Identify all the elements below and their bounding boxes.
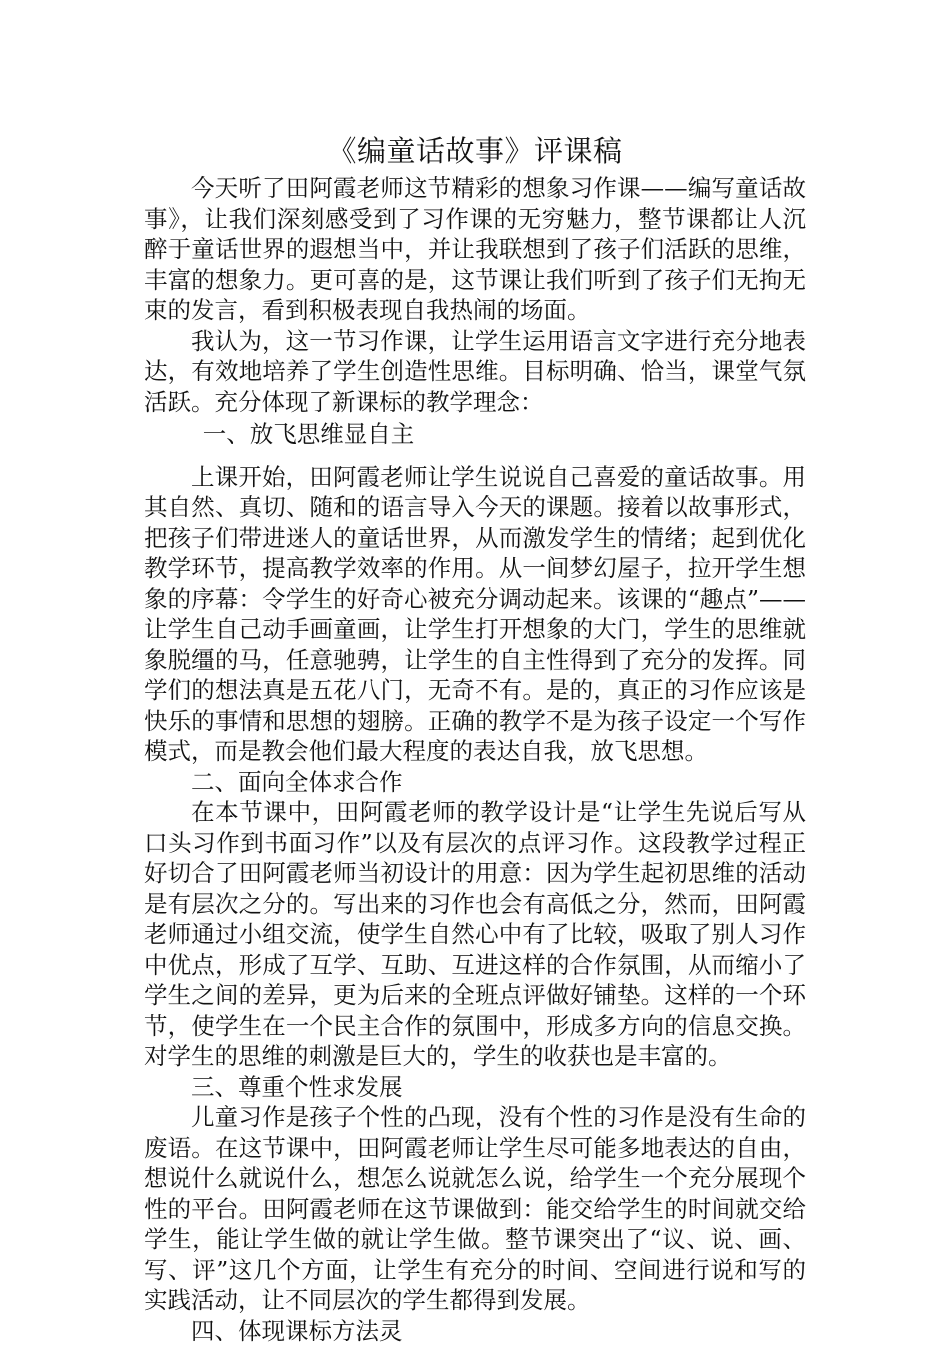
section-heading: 二、面向全体求合作 — [144, 767, 806, 798]
section-heading: 一、放飞思维显自主 — [144, 419, 806, 450]
section-paragraph: 上课开始，田阿霞老师让学生说说自己喜爱的童话故事。用其自然、真切、随和的语言导入今天的课题。接着以故事形式，把孩子们带进迷人的童话世界，从而激发学生的情绪；起到优化教学环节，提高教学效率的作用。从一间梦幻屋子，拉开学生想象的序幕：令学生的好奇心被充分调动起来。该课的“趣点”——让学生自己动手画童画，让学生打开想象的大门，学生的思维就象脱缰的马，任意驰骋，让学生的自主性得到了充分的发挥。同学们的想法真是五花八门，无奇不有。是的，真正的习作应该是快乐的事情和思想的翅膀。正确的教学不是为孩子设定一个写作模式，而是教会他们最大程度的表达自我，放飞思想。 — [144, 462, 806, 767]
section-heading: 四、体现课标方法灵 — [144, 1316, 806, 1346]
document-body — [144, 173, 806, 1346]
section-heading: 三、尊重个性求发展 — [144, 1072, 806, 1103]
intro-paragraph: 今天听了田阿霞老师这节精彩的想象习作课——编写童话故事》，让我们深刻感受到了习作课的无穷魅力，整节课都让人沉醉于童话世界的遐想当中，并让我联想到了孩子们活跃的思维，丰富的想象力。更可喜的是，这节课让我们听到了孩子们无拘无束的发言，看到积极表现自我热闹的场面。 — [144, 173, 806, 326]
section-paragraph: 在本节课中，田阿霞老师的教学设计是“让学生先说后写从口头习作到书面习作”以及有层次的点评习作。这段教学过程正好切合了田阿霞老师当初设计的用意：因为学生起初思维的活动是有层次之分的。写出来的习作也会有高低之分，然而，田阿霞老师通过小组交流，使学生自然心中有了比较，吸取了别人习作中优点，形成了互学、互助、互进这样的合作氛围，从而缩小了学生之间的差异，更为后来的全班点评做好铺垫。这样的一个环节，使学生在一个民主合作的氛围中，形成多方向的信息交换。对学生的思维的刺激是巨大的，学生的收获也是丰富的。 — [144, 797, 806, 1072]
section-paragraph: 儿童习作是孩子个性的凸现，没有个性的习作是没有生命的废语。在这节课中，田阿霞老师让学生尽可能多地表达的自由，想说什么就说什么，想怎么说就怎么说，给学生一个充分展现个性的平台。田阿霞老师在这节课做到：能交给学生的时间就交给学生，能让学生做的就让学生做。整节课突出了“议、说、画、写、评”这几个方面，让学生有充分的时间、空间进行说和写的实践活动，让不同层次的学生都得到发展。 — [144, 1102, 806, 1316]
opinion-paragraph: 我认为，这一节习作课，让学生运用语言文字进行充分地表达，有效地培养了学生创造性思维。目标明确、恰当，课堂气氛活跃。充分体现了新课标的教学理念： — [144, 326, 806, 418]
document-title: 《编童话故事》评课稿 — [0, 131, 950, 171]
